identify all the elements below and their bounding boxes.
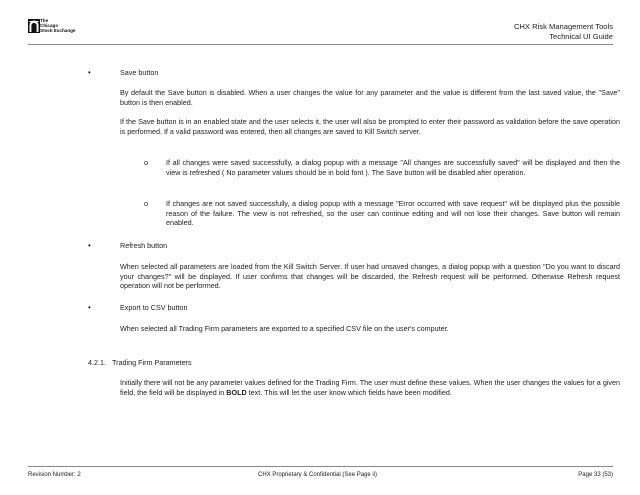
logo-text-line-1: The — [40, 18, 49, 23]
logo-text-line-2: Chicago — [40, 23, 59, 28]
chx-logo-icon — [28, 19, 40, 33]
save-sub-item-1: If all changes were saved successfully, a dialog popup with a message "All changes are successfully saved" will be displayed and then the view is refreshed ( No parameter values should be in bold font ). The Save button will be disabled after operation. — [166, 158, 620, 177]
footer-confidential: CHX Proprietary & Confidential (See Page ii) — [258, 472, 378, 478]
save-paragraph-1: By default the Save button is disabled. When a user changes the value for any parameter and the value is different from the last saved value, the "Save" button is then enabled. — [120, 88, 620, 107]
section-title: Trading Firm Parameters — [112, 358, 192, 367]
save-sub-item-2: If changes are not saved successfully, a dialog popup with a message "Error occurred with save request" will be displayed plus the possible reason of the failure. The view is not refreshed, so the user can continue editing and will not lose their changes. Save button will remain enabled. — [166, 199, 620, 228]
export-heading: Export to CSV button — [120, 303, 188, 312]
save-heading: Save button — [120, 68, 159, 77]
header-title-block — [514, 22, 613, 41]
header-title: CHX Risk Management Tools — [513, 22, 613, 31]
footer-page-number: Page 33 (53) — [578, 472, 613, 478]
footer-divider — [28, 466, 613, 467]
sub-bullet-1: o — [144, 158, 149, 167]
section-number: 4.2.1. — [88, 358, 106, 367]
section-paragraph — [120, 378, 620, 397]
section-paragraph-text-1: Initially there will not be any parameter values defined for the Trading Firm. The user must define these values. When the user changes the values for a given field, the field will be displayed in — [120, 378, 620, 397]
save-paragraph-2: If the Save button is in an enabled state and the user selects it, the user will also be prompted to enter their password as validation before the save operation is performed. If a valid password was entered, then all changes are saved to Kill Switch server. — [120, 117, 620, 136]
refresh-heading: Refresh button — [120, 241, 168, 250]
section-paragraph-text-2: text. This will let the user know which fields have been modified. — [246, 387, 452, 397]
footer-revision: Revision Number: 2 — [28, 472, 81, 478]
header-divider — [28, 44, 613, 45]
header-subtitle: Technical UI Guide — [549, 31, 613, 41]
refresh-paragraph: When selected all parameters are loaded from the Kill Switch Server. If user had unsaved changes, a dialog popup with a question "Do you want to discard your changes?" will be displayed. If user confirms that changes will be discarded, the Refresh request will be performed. Otherwise Refresh request operation will not be performed. — [120, 262, 620, 291]
bullet-save: • — [88, 68, 91, 77]
logo-text-line-3: Stock Exchange — [40, 28, 76, 33]
bullet-refresh: • — [88, 241, 91, 250]
section-paragraph-bold: BOLD — [226, 387, 247, 397]
export-paragraph: When selected all Trading Firm parameters are exported to a specified CSV file on the user's computer. — [120, 324, 449, 333]
bullet-export: • — [88, 303, 91, 312]
sub-bullet-2: o — [144, 199, 149, 208]
